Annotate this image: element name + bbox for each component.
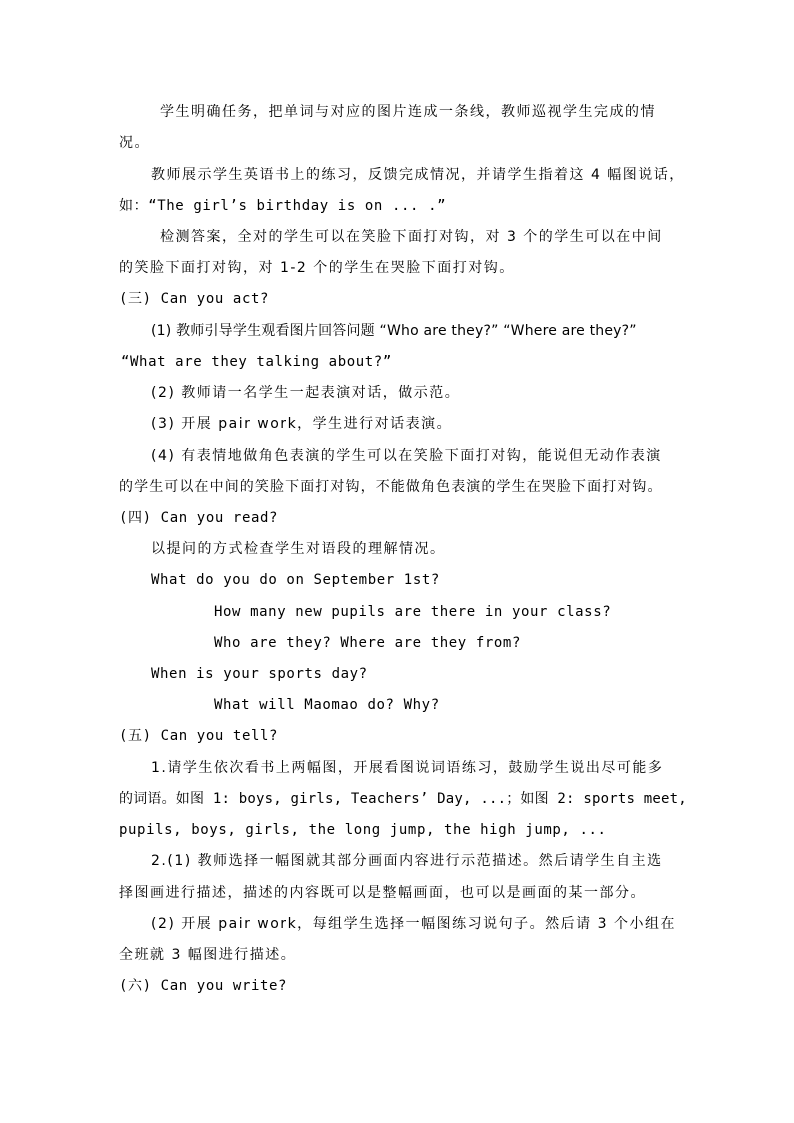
paragraph-line: (1) 教师引导学生观看图片回答问题 “Who are they?” “Where are they?” [151,323,637,339]
section-heading: (四) Can you read? [119,510,279,526]
paragraph-line: 如：“The girl’s birthday is on ... .” [119,198,447,214]
paragraph-line: “What are they talking about?” [121,354,392,370]
paragraph-line: 的词语。如图 1: boys, girls, Teachers’ Day, ...；如图 2: sports meet, [119,791,687,807]
section-heading: (六) Can you write? [119,978,288,994]
paragraph-line: 检测答案，全对的学生可以在笑脸下面打对钩，对 3 个的学生可以在中间 [160,229,663,245]
question-line: What will Maomao do? Why? [214,697,440,713]
paragraph-line: 1.请学生依次看书上两幅图，开展看图说词语练习，鼓励学生说出尽可能多 [151,760,664,776]
paragraph-line: (3) 开展 pair work，学生进行对话表演。 [151,416,453,432]
question-line: When is your sports day? [151,666,368,682]
paragraph-line: (2) 教师请一名学生一起表演对话，做示范。 [151,385,461,401]
paragraph-line: 2.(1) 教师选择一幅图就其部分画面内容进行示范描述。然后请学生自主选 [151,853,663,869]
paragraph-line: pupils, boys, girls, the long jump, the high jump, ... [119,822,607,838]
paragraph-line: 以提问的方式检查学生对语段的理解情况。 [151,541,446,557]
paragraph-line: 学生明确任务，把单词与对应的图片连成一条线，教师巡视学生完成的情 [160,104,656,120]
paragraph-line: 教师展示学生英语书上的练习，反馈完成情况，并请学生指着这 4 幅图说话， [151,167,685,183]
question-line: How many new pupils are there in your class? [214,604,612,620]
section-heading: (五) Can you tell? [119,728,279,744]
section-heading: (三) Can you act? [119,291,270,307]
paragraph-line: 择图画进行描述，描述的内容既可以是整幅画面，也可以是画面的某一部分。 [119,885,646,901]
paragraph-line: 的学生可以在中间的笑脸下面打对钩，不能做角色表演的学生在哭脸下面打对钩。 [119,479,663,495]
question-line: What do you do on September 1st? [151,572,440,588]
paragraph-line: 的笑脸下面打对钩，对 1-2 个的学生在哭脸下面打对钩。 [119,260,515,276]
paragraph-line: 全班就 3 幅图进行描述。 [119,947,297,963]
paragraph-line: (2) 开展 pair work，每组学生选择一幅图练习说句子。然后请 3 个小组在 [151,916,676,932]
paragraph-line: 况。 [119,135,150,151]
paragraph-line: (4) 有表情地做角色表演的学生可以在笑脸下面打对钩，能说但无动作表演 [151,448,662,464]
question-line: Who are they? Where are they from? [214,635,521,651]
